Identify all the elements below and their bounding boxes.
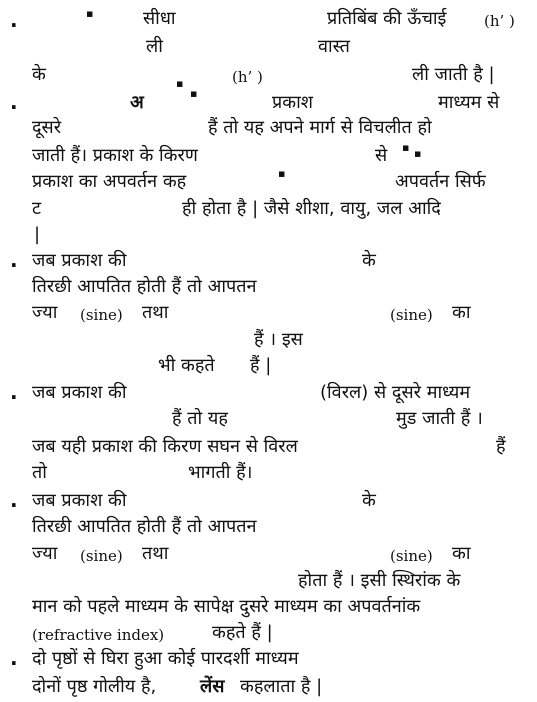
text-fragment: वास्त: [318, 36, 350, 57]
text-fragment: तिरछी आपतित होती हैं तो आपतन: [32, 516, 257, 537]
text-fragment: कहलाता है |: [240, 676, 323, 697]
text-fragment: भागती हैं।: [188, 462, 253, 483]
text-fragment: दोनों पृष्ठ गोलीय है,: [32, 676, 157, 697]
bullet-3: .: [10, 248, 18, 272]
stray-mark: ▪: [86, 7, 94, 20]
text-fragment: का: [452, 302, 471, 323]
text-fragment: हैं तो यह: [172, 408, 228, 429]
text-fragment: (sine): [390, 306, 433, 324]
stray-mark: ▪: [176, 77, 184, 90]
text-fragment: (h’ ): [232, 68, 263, 86]
text-fragment: जाती हैं। प्रकाश के किरण: [32, 145, 198, 166]
text-fragment: (refractive index): [32, 626, 165, 644]
text-fragment: प्रकाश: [272, 92, 313, 113]
text-fragment: कहते हैं |: [212, 622, 273, 643]
text-fragment: तो: [32, 462, 47, 483]
text-fragment: सीधा: [143, 8, 176, 29]
bullet-4: .: [10, 380, 18, 404]
text-fragment: का: [452, 543, 471, 564]
text-fragment: जब प्रकाश की: [32, 250, 127, 271]
text-fragment: प्रतिबिंब की ऊँचाई: [327, 8, 447, 29]
text-fragment: ही होता है | जैसे शीशा, वायु, जल आदि: [182, 198, 441, 219]
text-fragment: के: [362, 490, 376, 511]
stray-mark: ▪: [402, 141, 410, 154]
text-fragment: जब यही प्रकाश की किरण सघन से विरल: [32, 436, 298, 457]
text-fragment: तथा: [142, 302, 169, 323]
text-fragment: के: [362, 250, 376, 271]
text-fragment: दो पृष्ठों से घिरा हुआ कोई पारदर्शी माध्यम: [32, 648, 299, 669]
text-fragment: होता हैं । इसी स्थिरांक के: [298, 570, 461, 591]
highlight-term: लेंस: [200, 676, 225, 697]
text-fragment: ज्या: [32, 543, 58, 564]
text-fragment: हैं तो यह अपने मार्ग से विचलीत हो: [208, 117, 432, 138]
bullet-6: .: [10, 646, 18, 670]
text-fragment: अपवर्तन सिर्फ: [395, 171, 486, 192]
text-fragment: (विरल) से दूसरे माध्यम: [320, 382, 471, 403]
bullet-2: .: [10, 90, 18, 114]
bullet-1: .: [10, 8, 18, 32]
text-fragment: (h’ ): [484, 12, 515, 30]
stray-mark: ▪: [278, 167, 286, 180]
text-fragment: से: [375, 145, 388, 166]
text-fragment: हैं । इस: [254, 329, 303, 350]
text-fragment: (sine): [80, 547, 123, 565]
text-fragment: हैं: [496, 436, 506, 457]
text-fragment: ली: [146, 36, 163, 57]
text-fragment: प्रकाश का अपवर्तन कह: [32, 171, 187, 192]
text-fragment: भी कहते: [158, 355, 215, 376]
text-fragment: मुड जाती हैं ।: [396, 408, 483, 429]
text-fragment: हैं |: [250, 355, 272, 376]
text-fragment: दूसरे: [32, 117, 62, 138]
text-fragment: |: [34, 224, 41, 245]
text-fragment: ज्या: [32, 302, 58, 323]
text-fragment: ट: [32, 198, 42, 219]
stray-mark: ▪: [414, 147, 422, 160]
text-fragment: (sine): [390, 547, 433, 565]
text-fragment: अ: [130, 92, 144, 113]
text-fragment: तथा: [142, 543, 169, 564]
text-fragment: तिरछी आपतित होती हैं तो आपतन: [32, 276, 257, 297]
text-fragment: के: [32, 64, 46, 85]
bullet-5: .: [10, 488, 18, 512]
text-fragment: ली जाती है |: [412, 64, 495, 85]
stray-mark: ▪: [190, 87, 198, 100]
text-fragment: माध्यम से: [438, 92, 500, 113]
text-fragment: जब प्रकाश की: [32, 490, 127, 511]
text-fragment: जब प्रकाश की: [32, 382, 127, 403]
text-fragment: मान को पहले माध्यम के सापेक्ष दुसरे माध्यम का अपवर्तनांक: [32, 596, 421, 617]
text-fragment: (sine): [80, 306, 123, 324]
